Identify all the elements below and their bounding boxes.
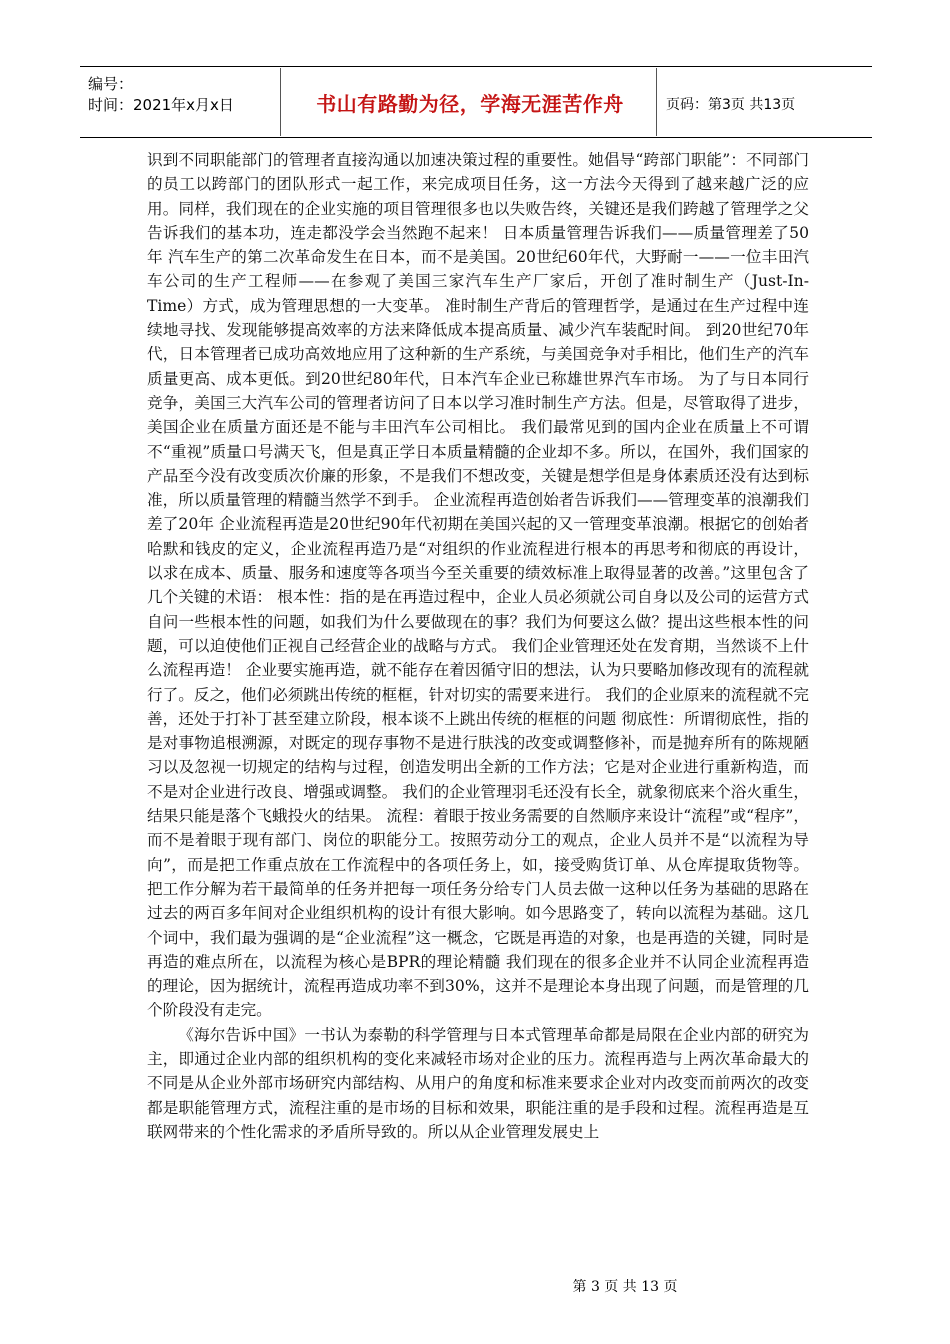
header-divider-left xyxy=(280,68,281,136)
document-number-label: 编号： xyxy=(88,75,134,93)
body-content xyxy=(147,148,809,1144)
page-header xyxy=(80,66,872,138)
header-page-number: 页码：第3页 共13页 xyxy=(666,97,796,113)
page-footer: 第 3 页 共 13 页 xyxy=(572,1279,678,1295)
header-divider-right xyxy=(656,68,657,136)
header-motto: 书山有路勤为径，学海无涯苦作舟 xyxy=(316,92,624,116)
document-time-label: 时间：2021年x月x日 xyxy=(88,96,234,114)
body-paragraph: 识到不同职能部门的管理者直接沟通以加速决策过程的重要性。她倡导“跨部门职能”：不同部门的员工以跨部门的团队形式一起工作，来完成项目任务，这一方法今天得到了越来越广泛的应用。同样，我们现在的企业实施的项目管理很多也以失败告终，关键还是我们跨越了管理学之父告诉我们的基本功，连走都没学会当然跑不起来！ 日本质量管理告诉我们——质量管理差了50年 汽车生产的第二次革命发生在日本，而不是美国。20世纪60年代，大野耐一——一位丰田汽车公司的生产工程师——在参观了美国三家汽车生产厂家后，开创了准时制生产（Just-In-Time）方式，成为管理思想的一大变革。 准时制生产背后的管理哲学，是通过在生产过程中连续地寻找、发现能够提高效率的方法来降低成本提高质量、减少汽车装配时间。 到20世纪70年代，日本管理者已成功高效地应用了这种新的生产系统，与美国竞争对手相比，他们生产的汽车质量更高、成本更低。到20世纪80年代，日本汽车企业已称雄世界汽车市场。 为了与日本同行竞争，美国三大汽车公司的管理者访问了日本以学习准时制生产方法。但是，尽管取得了进步，美国企业在质量方面还是不能与丰田汽车公司相比。 我们最常见到的国内企业在质量上不可谓不“重视”质量口号满天飞，但是真正学日本质量精髓的企业却不多。所以，在国外，我们国家的产品至今没有改变质次价廉的形象，不是我们不想改变，关键是想学但是身体素质还没有达到标准，所以质量管理的精髓当然学不到手。 企业流程再造创始者告诉我们——管理变革的浪潮我们差了20年 企业流程再造是20世纪90年代初期在美国兴起的又一管理变革浪潮。根据它的创始者哈默和钱皮的定义，企业流程再造乃是“对组织的作业流程进行根本的再思考和彻底的再设计，以求在成本、质量、服务和速度等各项当今至关重要的绩效标准上取得显著的改善。”这里包含了几个关键的术语： 根本性：指的是在再造过程中，企业人员必须就公司自身以及公司的运营方式自问一些根本性的问题，如我们为什么要做现在的事？我们为何要这么做？提出这些根本性的问题，可以迫使他们正视自己经营企业的战略与方式。 我们企业管理还处在发育期，当然谈不上什么流程再造！ 企业要实施再造，就不能存在着因循守旧的想法，认为只要略加修改现有的流程就行了。反之，他们必须跳出传统的框框，针对切实的需要来进行。 我们的企业原来的流程就不完善，还处于打补丁甚至建立阶段，根本谈不上跳出传统的框框的问题 彻底性：所谓彻底性，指的是对事物追根溯源，对既定的现存事物不是进行肤浅的改变或调整修补，而是抛弃所有的陈规陋习以及忽视一切规定的结构与过程，创造发明出全新的工作方法；它是对企业进行重新构造，而不是对企业进行改良、增强或调整。 我们的企业管理羽毛还没有长全，就象彻底来个浴火重生，结果只能是落个飞蛾投火的结果。 流程：着眼于按业务需要的自然顺序来设计“流程”或“程序”，而不是着眼于现有部门、岗位的职能分工。按照劳动分工的观点，企业人员并不是“以流程为导向”，而是把工作重点放在工作流程中的各项任务上，如，接受购货订单、从仓库提取货物等。把工作分解为若干最简单的任务并把每一项任务分给专门人员去做一这种以任务为基础的思路在过去的两百多年间对企业组织机构的设计有很大影响。如今思路变了，转向以流程为基础。这几个词中，我们最为强调的是“企业流程”这一概念，它既是再造的对象，也是再造的关键，同时是再造的难点所在，以流程为核心是BPR的理论精髓 我们现在的很多企业并不认同企业流程再造的理论，因为据统计，流程再造成功率不到30%，这并不是理论本身出现了问题，而是管理的几个阶段没有走完。 xyxy=(147,151,809,1020)
header-top-rule xyxy=(80,66,872,67)
header-bottom-rule xyxy=(80,137,872,138)
body-paragraph: 《海尔告诉中国》一书认为泰勒的科学管理与日本式管理革命都是局限在企业内部的研究为主，即通过企业内部的组织机构的变化来减轻市场对企业的压力。流程再造与上两次革命最大的不同是从企业外部市场研究内部结构、从用户的角度和标准来要求企业对内改变而前两次的改变都是职能管理方式，流程注重的是市场的目标和效果，职能注重的是手段和过程。流程再造是互联网带来的个性化需求的矛盾所导致的。所以从企业管理发展史上 xyxy=(147,1025,809,1141)
header-meta xyxy=(88,74,278,116)
